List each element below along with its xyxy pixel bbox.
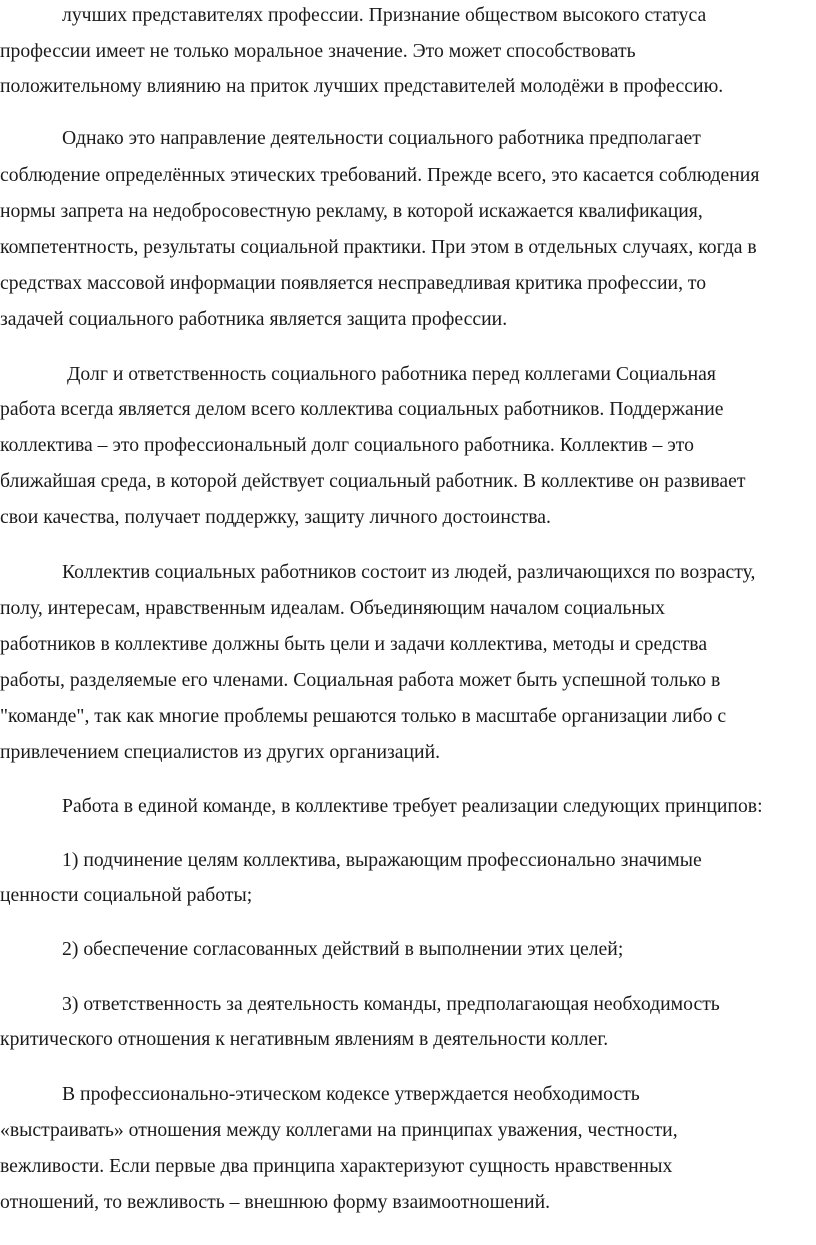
text-line: средствах массовой информации появляется несправедливая критика профессии, то [0, 272, 707, 294]
text-line: работников в коллективе должны быть цели и задачи коллектива, методы и средства [0, 633, 708, 655]
text-line: положительному влиянию на приток лучших представителей молодёжи в профессию. [0, 75, 724, 97]
text-line: 3) ответственность за деятельность команды, предполагающая необходимость [62, 993, 720, 1015]
text-line: лучших представителях профессии. Признание обществом высокого статуса [62, 4, 707, 26]
text-line: профессии имеет не только моральное значение. Это может способствовать [0, 40, 636, 62]
text-line: привлечением специалистов из других организаций. [0, 741, 441, 763]
text-line: «выстраивать» отношения между коллегами на принципах уважения, честности, [0, 1119, 678, 1141]
text-line: работа всегда является делом всего коллектива социальных работников. Поддержание [0, 398, 724, 420]
text-line: Коллектив социальных работников состоит из людей, различающихся по возрасту, [62, 561, 756, 583]
text-line: 2) обеспечение согласованных действий в выполнении этих целей; [62, 938, 624, 960]
text-line: работы, разделяемые его членами. Социальная работа может быть успешной только в [0, 669, 721, 691]
text-line: соблюдение определённых этических требований. Прежде всего, это касается соблюдения [0, 164, 760, 186]
text-line: ближайшая среда, в которой действует социальный работник. В коллективе он развивает [0, 470, 746, 492]
text-line: "команде", так как многие проблемы решаются только в масштабе организации либо с [0, 705, 727, 727]
text-line: 1) подчинение целям коллектива, выражающим профессионально значимые [62, 849, 702, 871]
text-line: Долг и ответственность социального работника перед коллегами Социальная [67, 363, 716, 385]
text-line: компетентность, результаты социальной практики. При этом в отдельных случаях, когда в [0, 236, 757, 258]
text-line: критического отношения к негативным явлениям в деятельности коллег. [0, 1028, 609, 1050]
text-line: задачей социального работника является защита профессии. [0, 308, 508, 330]
text-line: нормы запрета на недобросовестную рекламу, в которой искажается квалификация, [0, 200, 703, 222]
text-line: В профессионально-этическом кодексе утверждается необходимость [62, 1083, 640, 1105]
text-line: свои качества, получает поддержку, защиту личного достоинства. [0, 506, 551, 528]
text-line: полу, интересам, нравственным идеалам. Объединяющим началом социальных [0, 597, 665, 619]
text-line: Работа в единой команде, в коллективе требует реализации следующих принципов: [62, 795, 763, 817]
text-line: ценности социальной работы; [0, 884, 253, 906]
text-line: отношений, то вежливость – внешнюю форму взаимоотношений. [0, 1191, 551, 1213]
text-line: коллектива – это профессиональный долг социального работника. Коллектив – это [0, 434, 694, 456]
text-line: вежливости. Если первые два принципа характеризуют сущность нравственных [0, 1155, 673, 1177]
text-line: Однако это направление деятельности социального работника предполагает [62, 127, 701, 149]
